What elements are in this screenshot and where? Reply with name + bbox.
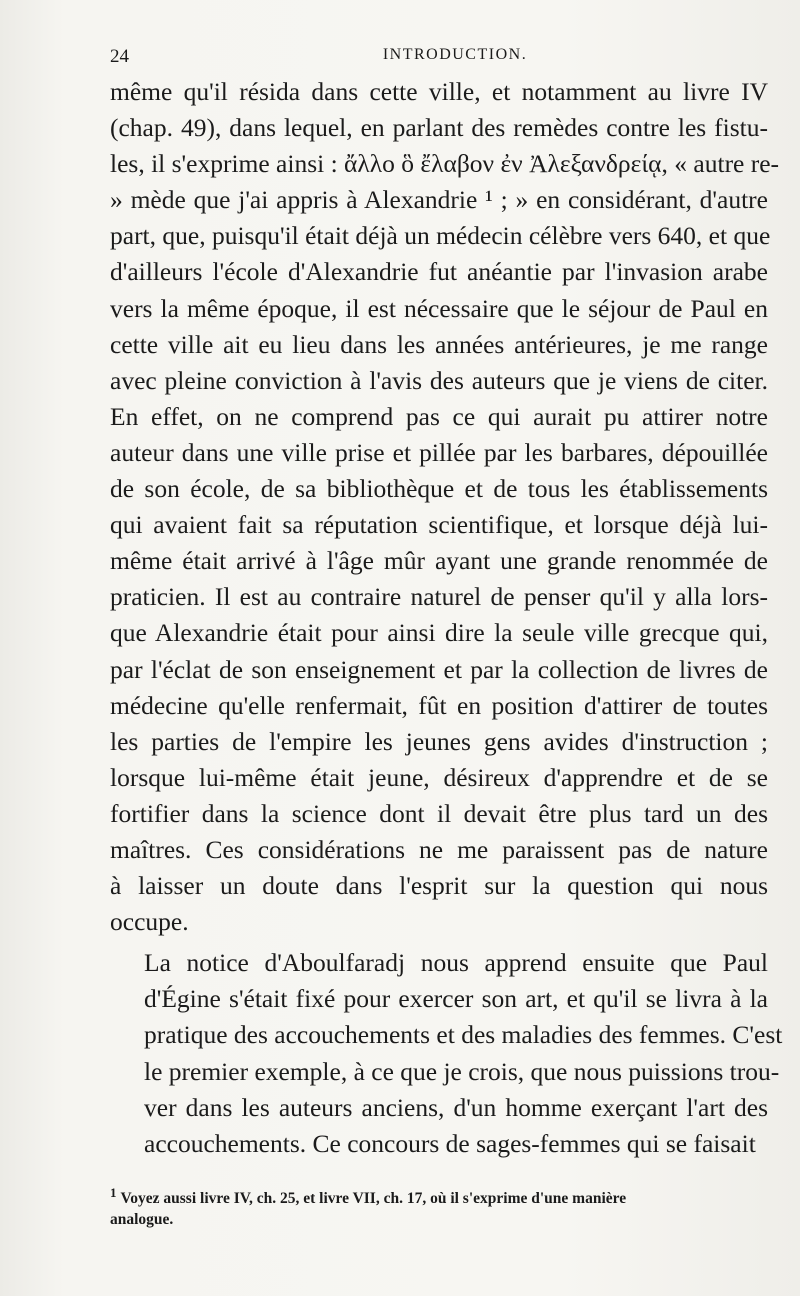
body-text <box>110 74 783 1162</box>
text-line: même qu'il résida dans cette ville, et notamment au livre IV <box>110 77 768 106</box>
text-line: La notice d'Aboulfaradj nous apprend ensuite que Paul <box>144 948 768 978</box>
text-line: maîtres. Ces considérations ne me paraissent pas de nature <box>110 834 768 864</box>
text-line: que Alexandrie était pour ainsi dire la seule ville grecque qui, <box>110 618 768 648</box>
text-line: d'ailleurs l'école d'Alexandrie fut anéantie par l'invasion arabe <box>110 257 768 287</box>
paragraph-2 <box>110 945 783 1162</box>
text-line: qui avaient fait sa réputation scientifique, et lorsque déjà lui- <box>110 510 768 540</box>
text-line: avec pleine conviction à l'avis des auteurs que je viens de citer. <box>110 365 768 395</box>
text-line: auteur dans une ville prise et pillée par les barbares, dépouillée <box>110 437 768 467</box>
text-line: pratique des accouchements et des maladies des femmes. C'est <box>144 1020 783 1050</box>
text-line: En effet, on ne comprend pas ce qui aurait pu attirer notre <box>110 401 768 431</box>
text-line: vers la même époque, il est nécessaire que le séjour de Paul en <box>110 293 768 323</box>
text-line: médecine qu'elle renfermait, fût en position d'attirer de toutes <box>110 690 768 720</box>
text-line: fortifier dans la science dont il devait être plus tard un des <box>110 798 768 828</box>
text-line: lorsque lui-même était jeune, désireux d'apprendre et de se <box>110 762 768 792</box>
running-title: INTRODUCTION. <box>382 46 528 63</box>
text-line: occupe. <box>110 907 189 937</box>
paragraph-1 <box>110 74 780 940</box>
footnote-line <box>110 1209 768 1230</box>
text-line: même était arrivé à l'âge mûr ayant une grande renommée de <box>110 546 768 576</box>
footnote-mark: 1 <box>110 1185 117 1200</box>
text-line: accouchements. Ce concours de sages-femmes qui se faisait <box>144 1128 756 1158</box>
text-line: ver dans les auteurs anciens, d'un homme exerçant l'art des <box>144 1092 768 1122</box>
text-line: part, que, puisqu'il était déjà un médecin célèbre vers 640, et que <box>110 221 771 251</box>
text-line: de son école, de sa bibliothèque et de tous les établissements <box>110 474 768 504</box>
text-line: praticien. Il est au contraire naturel de penser qu'il y alla lors- <box>110 582 768 612</box>
footnotes <box>110 1182 768 1230</box>
text-line: d'Égine s'était fixé pour exercer son art, et qu'il se livra à la <box>144 984 768 1014</box>
page-header <box>110 46 760 74</box>
footnote <box>110 1182 768 1230</box>
text-line: par l'éclat de son enseignement et par la collection de livres de <box>110 654 768 684</box>
text-line: » mède que j'ai appris à Alexandrie ¹ ; » en considérant, d'autre <box>110 185 768 215</box>
page-number: 24 <box>110 46 129 67</box>
text-line: (chap. 49), dans lequel, en parlant des remèdes contre les fistu- <box>110 113 768 143</box>
footnote-text: Voyez aussi livre IV, ch. 25, et livre VII, ch. 17, où il s'exprime d'une manière <box>120 1190 627 1208</box>
text-line: cette ville ait eu lieu dans les années antérieures, je me range <box>110 329 768 359</box>
text-line: à laisser un doute dans l'esprit sur la question qui nous <box>110 871 768 901</box>
text-line: les parties de l'empire les jeunes gens avides d'instruction ; <box>110 726 768 756</box>
footnote-text: analogue. <box>110 1211 174 1229</box>
footnote-line <box>110 1182 768 1209</box>
text-line: le premier exemple, à ce que je crois, que nous puissions trou- <box>144 1056 780 1086</box>
text-line: les, il s'exprime ainsi : ἄλλο ὃ ἔλαβον ἐν Ἀλεξανδρείᾳ, « autre re- <box>110 149 780 179</box>
